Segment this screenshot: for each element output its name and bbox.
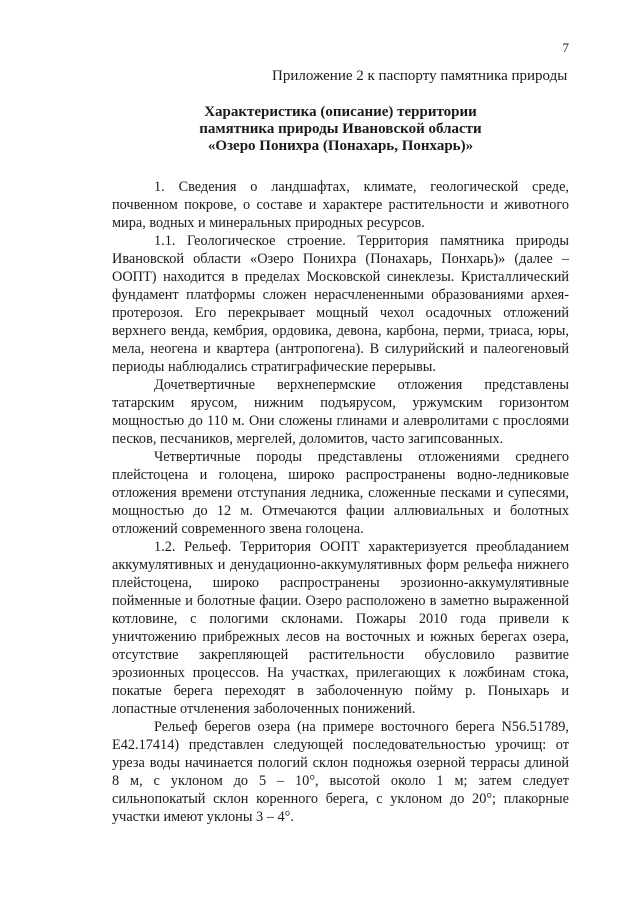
title-line-3: «Озеро Понихра (Понахарь, Понхарь)»: [207, 138, 474, 154]
paragraph-relief: 1.2. Рельеф. Территория ООПТ характеризуется преобладанием аккумулятивных и денудационно-аккумулятивных форм рельефа нижнего плейстоцена, широко распространены эрозионно-аккумулятивные пойменные и болотные фации. Озеро расположено в заметно выраженной котловине, с пологими склонами. Пожары 2010 года привели к уничтожению прибрежных лесов на восточных и южных берегах озера, отсутствие закрепляющей растительности обусловило развитие эрозионных процессов. На участках, прилегающих к ложбинам стока, покатые берега переходят в заболоченную пойму р. Поныхарь и лопастные отчленения заболоченных понижений.: [112, 539, 569, 717]
paragraph-quaternary: Четвертичные породы представлены отложениями среднего плейстоцена и голоцена, широко распространены водно-ледниковые отложения времени отступания ледника, сложенные песками и супесями, мощностью до 12 м. Отмечаются фации аллювиальных и болотных отложений современного звена голоцена.: [112, 449, 569, 537]
paragraph-geology: 1.1. Геологическое строение. Территория памятника природы Ивановской области «Озеро Понихра (Понахарь, Понхарь)» (далее – ООПТ) находится в пределах Московской синеклезы. Кристаллический фундамент платформы сложен нерасчлененными образованиями архея-протерозоя. Его перекрывает мощный чехол осадочных отложений верхнего венда, кембрия, ордовика, девона, карбона, перми, триаса, юры, мела, неогена и квартера (антропогена). В силурийский и палеогеновый периоды наблюдались стратиграфические перерывы.: [112, 233, 569, 375]
title-line-1: Характеристика (описание) территории: [204, 104, 477, 120]
title-line-2: памятника природы Ивановской области: [199, 121, 482, 137]
appendix-label: Приложение 2 к паспорту памятника природы: [272, 68, 568, 84]
paragraph-shore-relief: Рельеф берегов озера (на примере восточного берега N56.51789, E42.17414) представлен следующей последовательностью урочищ: от уреза воды начинается пологий склон подножья озерной террасы длиной 8 м, с уклоном до 5 – 10°, высотой около 1 м; затем следует сильнопокатый склон коренного берега, с уклоном до 20°; плакорные участки имеют уклоны 3 – 4°.: [112, 719, 569, 825]
paragraph-section-1: 1. Сведения о ландшафтах, климате, геологической среде, почвенном покрове, о составе и характере растительности и животного мира, водных и минеральных природных ресурсов.: [112, 179, 569, 231]
document-title: [112, 104, 569, 155]
document-body: [112, 178, 569, 826]
page-number: 7: [562, 40, 569, 55]
paragraph-pre-quaternary: Дочетвертичные верхнепермские отложения представлены татарским ярусом, нижним подъярусом, уржумским горизонтом мощностью до 110 м. Они сложены глинами и алевролитами с прослоями песков, песчаников, мергелей, доломитов, часто загипсованных.: [112, 377, 569, 447]
